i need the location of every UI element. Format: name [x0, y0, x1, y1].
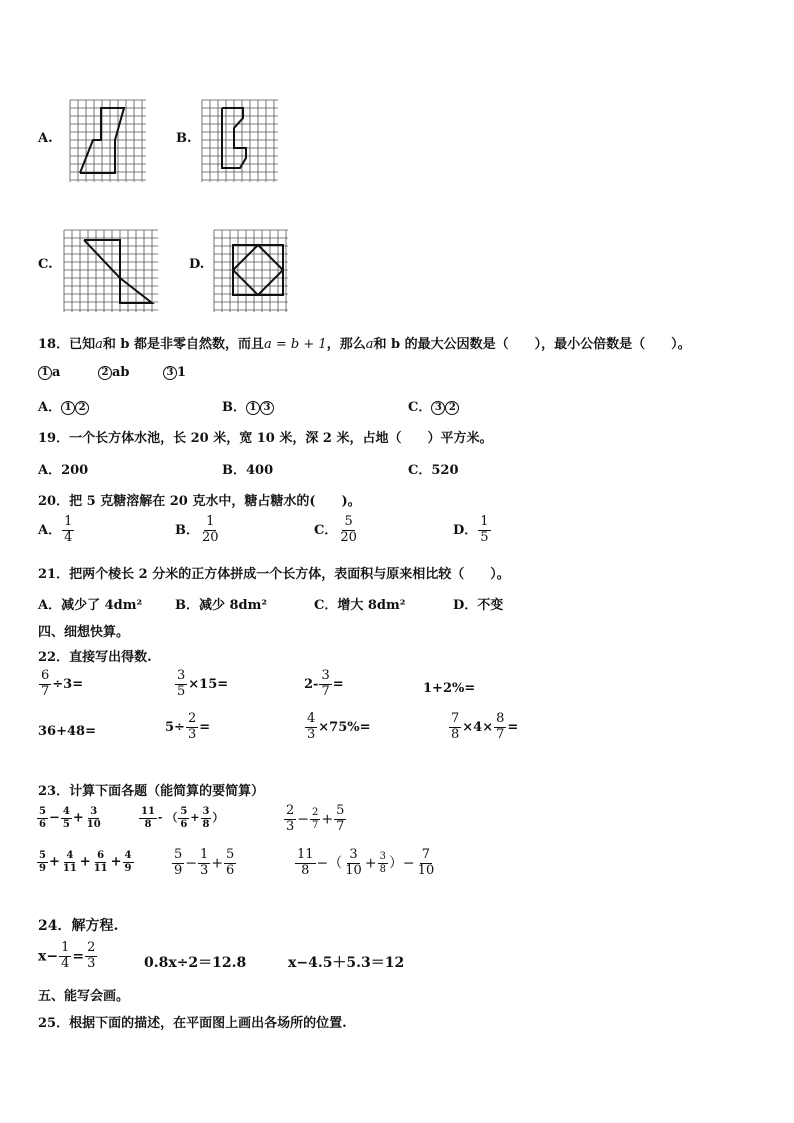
q23-expr-4: $\frac{5}{9}$ + $\frac{4}{11}$ + $\frac{6}{11}$ + $\frac{4}{9}$ — [39, 850, 132, 874]
section-5-heading: 五、能写会画。 — [38, 989, 130, 1004]
q23-expr-1: $\frac{5}{6}$ − $\frac{4}{5}$ + $\frac{3}{10}$ — [39, 806, 101, 830]
q22-r1c4: 1+2%= — [423, 681, 476, 696]
q21-option-d: D．不变 — [453, 598, 504, 613]
q22-r1c2: $\frac{3}{5}$ ×15= — [177, 668, 229, 699]
q23-expr-3: $\frac{2}{3}$ − $\frac{2}{7}$ + $\frac{5}{7}$ — [286, 803, 345, 834]
grid-figure-a — [68, 98, 148, 184]
q22-title: 22．直接写出得数. — [38, 650, 152, 665]
q22-r2c2: 5÷ $\frac{2}{3}$ = — [165, 711, 211, 742]
q21-stem: 21．把两个棱长 2 分米的正方体拼成一个长方体，表面积与原来相比较（ ）。 — [38, 567, 510, 582]
q23-expr-5: $\frac{5}{9}$ − $\frac{1}{3}$ + $\frac{5}{6}$ — [174, 847, 235, 878]
q20-stem: 20．把 5 克糖溶解在 20 克水中，糖占糖水的( )。 — [38, 494, 361, 509]
q21-option-c: C．增大 8dm² — [314, 598, 406, 613]
q18-choice-3: 3 1 — [163, 365, 186, 380]
q22-r2c1: 36+48= — [38, 724, 96, 739]
q22-r2c4: $\frac{7}{8}$ ×4× $\frac{8}{7}$ = — [451, 711, 519, 742]
q20-option-c: C． $\frac{5}{20}$ — [314, 514, 357, 545]
q23-title: 23．计算下面各题（能简算的要简算） — [38, 784, 265, 799]
q19-option-c: C．520 — [408, 463, 459, 478]
q18-stem: 18．已知a和 b 都是非零自然数，而且a = b + 1，那么a和 b 的最大公因数是（ ），最小公倍数是（ ）。 — [38, 337, 691, 352]
grid-figure-b — [200, 98, 280, 184]
q22-r1c1: $\frac{6}{7}$ ÷3= — [41, 668, 84, 699]
q18-option-b: B． 1 3 — [222, 396, 274, 415]
q18-option-a: A． 1 2 — [38, 396, 89, 415]
q21-option-a: A．减少了 4dm² — [38, 598, 143, 613]
grid-figure-d — [212, 228, 290, 314]
q19-stem: 19．一个长方体水池，长 20 米，宽 10 米，深 2 米，占地（ ）平方米。 — [38, 431, 493, 446]
q18-option-c: C． 3 2 — [408, 396, 459, 415]
q24-title: 24．解方程. — [38, 918, 119, 934]
q18-choice-2: 2 ab — [98, 365, 130, 380]
q19-option-a: A．200 — [38, 463, 89, 478]
q22-r2c3: $\frac{4}{3}$ ×75%= — [307, 711, 371, 742]
option-a-label: A. — [38, 131, 53, 146]
q18-choice-1: 1 a — [38, 365, 60, 380]
q24-eq-3: x−4.5＋5.3＝12 — [288, 955, 405, 971]
q23-expr-2: $\frac{11}{8}$ - （ $\frac{5}{6}$ + $\frac{3}{8}$ ） — [141, 806, 224, 830]
q20-option-a: A． $\frac{1}{4}$ — [38, 514, 73, 545]
q23-expr-6: $\frac{11}{8}$ −（ $\frac{3}{10}$ + $\frac{3}{8}$ ）− $\frac{7}{10}$ — [297, 847, 435, 878]
q20-option-d: D． $\frac{1}{5}$ — [453, 514, 489, 545]
option-b-label: B. — [176, 131, 192, 146]
q24-eq-2: 0.8x÷2＝12.8 — [144, 955, 247, 971]
option-d-label: D. — [189, 257, 205, 272]
q19-option-b: B．400 — [222, 463, 274, 478]
q22-r1c3: 2- $\frac{3}{7}$ = — [304, 668, 344, 699]
q25-stem: 25．根据下面的描述，在平面图上画出各场所的位置. — [38, 1016, 347, 1031]
q20-option-b: B． $\frac{1}{20}$ — [175, 514, 219, 545]
q21-option-b: B．减少 8dm² — [175, 598, 268, 613]
section-4-heading: 四、细想快算。 — [38, 625, 130, 640]
option-c-label: C. — [38, 257, 53, 272]
q24-eq-1: x− $\frac{1}{4}$ = $\frac{2}{3}$ — [38, 940, 96, 971]
grid-figure-c — [62, 228, 160, 314]
